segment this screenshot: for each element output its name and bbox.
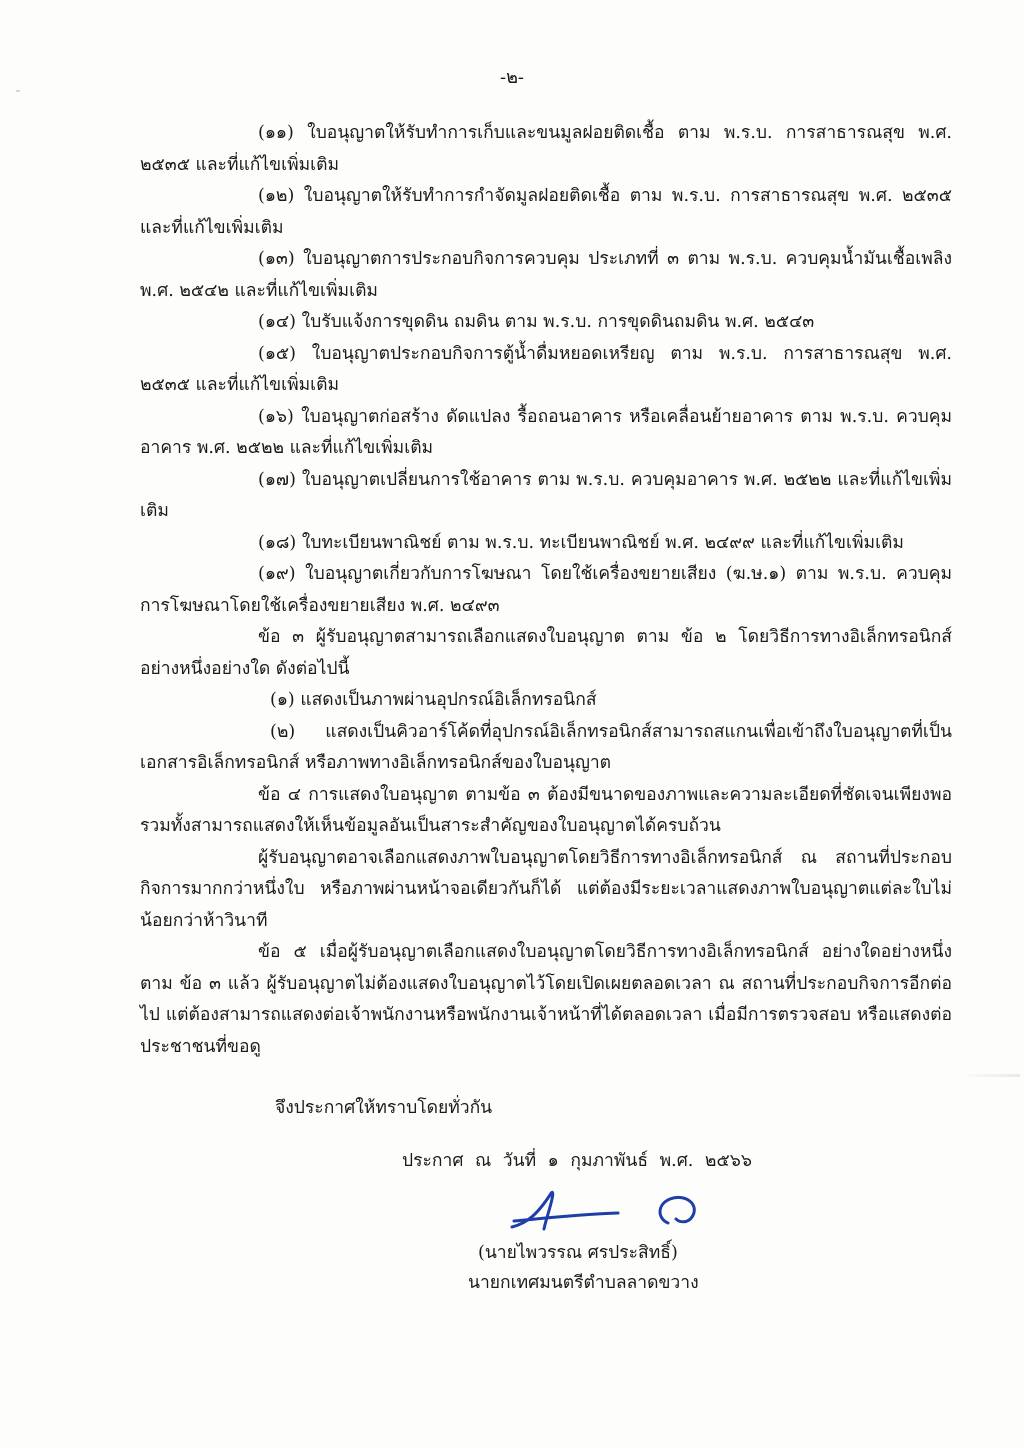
item-18: (๑๘) ใบทะเบียนพาณิชย์ ตาม พ.ร.บ. ทะเบียนพาณิชย์ พ.ศ. ๒๔๙๙ และที่แก้ไขเพิ่มเติม xyxy=(258,532,904,553)
closing-statement: จึงประกาศให้ทราบโดยทั่วกัน xyxy=(275,1098,493,1118)
item-11: (๑๑) ใบอนุญาตให้รับทำการเก็บและขนมูลฝอยติดเชื้อ ตาม พ.ร.บ. การสาธารณสุข พ.ศ. ๒๕๓๕ และที่แก้ไขเพิ่มเติม xyxy=(140,123,952,175)
page-number: -๒- xyxy=(499,67,525,88)
announcement-date: ประกาศ ณ วันที่ ๑ กุมภาพันธ์ พ.ศ. ๒๕๖๖ xyxy=(402,1151,752,1171)
item-16: (๑๖) ใบอนุญาตก่อสร้าง ดัดแปลง รื้อถอนอาคาร หรือเคลื่อนย้ายอาคาร ตาม พ.ร.บ. ควบคุมอาคาร พ.ศ. ๒๕๒๒ และที่แก้ไขเพิ่มเติม xyxy=(140,406,952,458)
clause-4: ข้อ ๔ การแสดงใบอนุญาต ตามข้อ ๓ ต้องมีขนาดของภาพและความละเอียดที่ชัดเจนเพียงพอ รวมทั้งสามารถแสดงให้เห็นข้อมูลอันเป็นสาระสำคัญของใบอนุญาตได้ครบถ้วน xyxy=(140,784,952,836)
item-13: (๑๓) ใบอนุญาตการประกอบกิจการควบคุม ประเภทที่ ๓ ตาม พ.ร.บ. ควบคุมน้ำมันเชื้อเพลิง พ.ศ. ๒๕๔๒ และที่แก้ไขเพิ่มเติม xyxy=(140,249,952,301)
handwritten-signature xyxy=(508,1183,704,1239)
item-19: (๑๙) ใบอนุญาตเกี่ยวกับการโฆษณา โดยใช้เครื่องขยายเสียง (ฆ.ษ.๑) ตาม พ.ร.บ. ควบคุมการโฆษณาโดยใช้เครื่องขยายเสียง พ.ศ. ๒๔๙๓ xyxy=(140,564,952,616)
signer-name: (นายไพวรรณ ศรประสิทธิ์) xyxy=(478,1243,678,1263)
signer-title: นายกเทศมนตรีตำบลลาดขวาง xyxy=(468,1273,699,1293)
clause-5: ข้อ ๕ เมื่อผู้รับอนุญาตเลือกแสดงใบอนุญาตโดยวิธีการทางอิเล็กทรอนิกส์ อย่างใดอย่างหนึ่งตาม ข้อ ๓ แล้ว ผู้รับอนุญาตไม่ต้องแสดงใบอนุญาตไว้โดยเปิดเผยตลอดเวลา ณ สถานที่ประกอบกิจการอีกต่อไป แต่ต้องสามารถแสดงต่อเจ้าพนักงานหรือพนักงานเจ้าหน้าที่ได้ตลอดเวลา เมื่อมีการตรวจสอบ หรือแสดงต่อประชาชนที่ขอดู xyxy=(140,942,952,1057)
item-15: (๑๕) ใบอนุญาตประกอบกิจการตู้น้ำดื่มหยอดเหรียญ ตาม พ.ร.บ. การสาธารณสุข พ.ศ. ๒๕๓๕ และที่แก้ไขเพิ่มเติม xyxy=(140,343,952,395)
clause-3-option-2: (๒) แสดงเป็นคิวอาร์โค้ดที่อุปกรณ์อิเล็กทรอนิกส์สามารถสแกนเพื่อเข้าถึงใบอนุญาตที่เป็นเอกสารอิเล็กทรอนิกส์ หรือภาพทางอิเล็กทรอนิกส์ของใบอนุญาต xyxy=(140,721,952,773)
clause-3: ข้อ ๓ ผู้รับอนุญาตสามารถเลือกแสดงใบอนุญาต ตาม ข้อ ๒ โดยวิธีการทางอิเล็กทรอนิกส์ อย่างหนึ่งอย่างใด ดังต่อไปนี้ xyxy=(140,627,952,679)
scan-artifact xyxy=(960,1074,1020,1077)
clause-3-option-1: (๑) แสดงเป็นภาพผ่านอุปกรณ์อิเล็กทรอนิกส์ xyxy=(270,690,597,710)
item-12: (๑๒) ใบอนุญาตให้รับทำการกำจัดมูลฝอยติดเชื้อ ตาม พ.ร.บ. การสาธารณสุข พ.ศ. ๒๕๓๕ และที่แก้ไขเพิ่มเติม xyxy=(140,186,952,238)
document-body xyxy=(140,118,952,1063)
item-17: (๑๗) ใบอนุญาตเปลี่ยนการใช้อาคาร ตาม พ.ร.บ. ควบคุมอาคาร พ.ศ. ๒๕๒๒ และที่แก้ไขเพิ่มเติม xyxy=(140,469,952,521)
clause-4-paragraph-2: ผู้รับอนุญาตอาจเลือกแสดงภาพใบอนุญาตโดยวิธีการทางอิเล็กทรอนิกส์ ณ สถานที่ประกอบกิจการมากกว่าหนึ่งใบ หรือภาพผ่านหน้าจอเดียวกันก็ได้ แต่ต้องมีระยะเวลาแสดงภาพใบอนุญาตแต่ละใบไม่น้อยกว่าห้าวินาที xyxy=(140,847,952,931)
item-14: (๑๔) ใบรับแจ้งการขุดดิน ถมดิน ตาม พ.ร.บ. การขุดดินถมดิน พ.ศ. ๒๕๔๓ xyxy=(258,312,815,332)
